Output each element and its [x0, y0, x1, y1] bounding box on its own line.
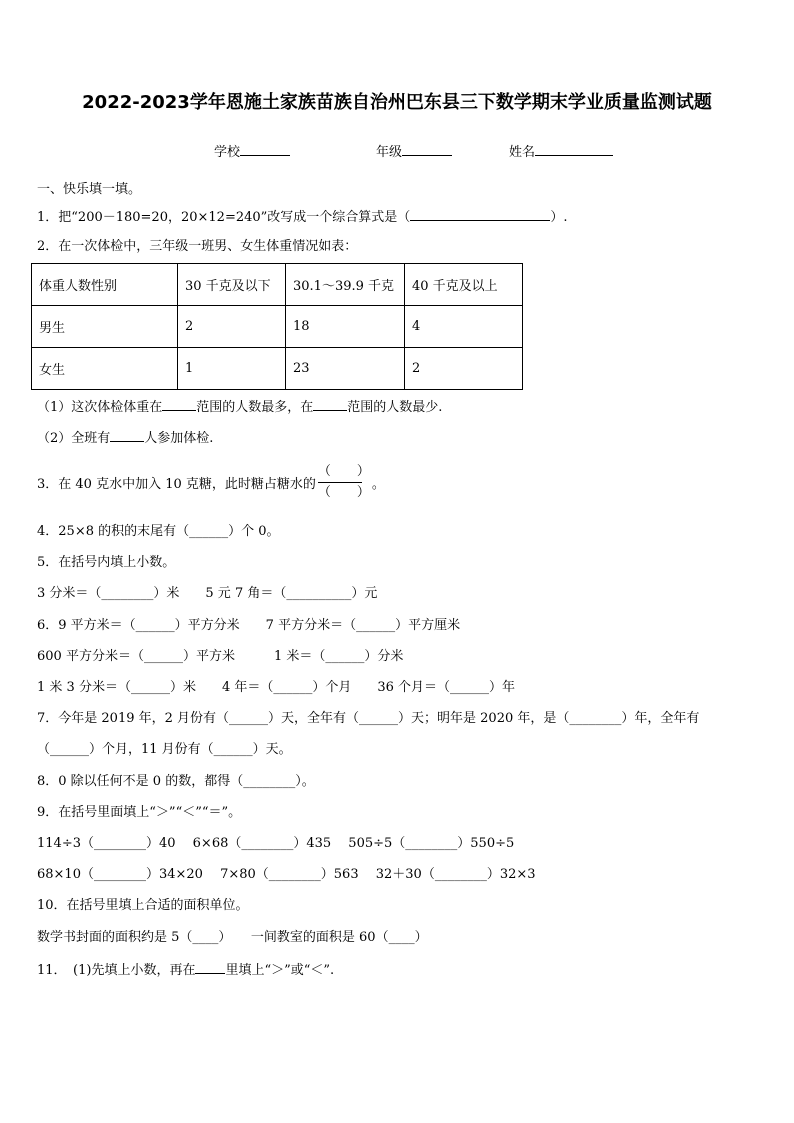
table-cell: 女生 — [32, 348, 178, 390]
question-3: 3．在 40 克水中加入 10 克糖，此时糖占糖水的 $\frac{( )}{( )}$ 。 — [37, 464, 385, 500]
question-9-line-2: 68×10（________）34×20 7×80（________）563 32＋30（________）32×3 — [37, 867, 536, 882]
table-cell: 4 — [405, 306, 523, 348]
question-6-line-2: 600 平方分米＝（______）平方米 1 米＝（______）分米 — [37, 649, 404, 664]
table-header-cell: 体重人数性别 — [32, 264, 178, 306]
question-6-line-1: 6．9 平方米＝（______）平方分米 7 平方分米＝（______）平方厘米 — [37, 618, 461, 633]
question-2-part-1: （1）这次体检体重在 范围的人数最多，在 范围的人数最少. — [37, 397, 442, 417]
question-10-line: 数学书封面的面积约是 5（____） 一间教室的面积是 60（____） — [37, 930, 428, 945]
section-heading: 一、快乐填一填。 — [37, 182, 142, 197]
table-cell: 2 — [405, 348, 523, 390]
table-header-cell: 30 千克及以下 — [178, 264, 286, 306]
question-7-line-1: 7．今年是 2019 年，2 月份有（______）天，全年有（______）天；明年是 2020 年，是（________）年，全年有 — [37, 711, 700, 726]
question-2-intro: 2．在一次体检中，三年级一班男、女生体重情况如表： — [37, 239, 358, 254]
table-header-row — [32, 264, 523, 306]
table-header-cell: 40 千克及以上 — [405, 264, 523, 306]
name-field: 姓名 — [509, 141, 613, 160]
question-10-intro: 10．在括号里填上合适的面积单位。 — [37, 898, 249, 913]
question-11: 11． (1)先填上小数，再在 里填上“＞”或“＜”. — [37, 960, 334, 980]
question-5-intro: 5．在括号内填上小数。 — [37, 555, 176, 570]
table-row — [32, 306, 523, 348]
page-title: 2022-2023学年恩施土家族苗族自治州巴东县三下数学期末学业质量监测试题 — [82, 92, 712, 113]
table-cell: 23 — [286, 348, 405, 390]
table-cell: 男生 — [32, 306, 178, 348]
question-5-line: 3 分米＝（________）米 5 元 7 角＝（__________）元 — [37, 586, 378, 601]
table-row — [32, 348, 523, 390]
question-1: 1．把“200－180=20，20×12=240”改写成一个综合算式是（ ）. — [37, 207, 567, 227]
table-cell: 2 — [178, 306, 286, 348]
question-8: 8．0 除以任何不是 0 的数，都得（________）。 — [37, 774, 315, 789]
grade-field: 年级 — [376, 141, 452, 160]
question-2-part-2: （2）全班有 人参加体检. — [37, 428, 213, 448]
question-9-line-1: 114÷3（________）40 6×68（________）435 505÷5（________）550÷5 — [37, 836, 515, 851]
weight-table — [31, 263, 523, 390]
question-7-line-2: （______）个月，11 月份有（______）天。 — [37, 742, 292, 757]
table-cell: 18 — [286, 306, 405, 348]
question-9-intro: 9．在括号里面填上“＞”“＜”“＝”。 — [37, 805, 242, 820]
table-cell: 1 — [178, 348, 286, 390]
table-header-cell: 30.1～39.9 千克 — [286, 264, 405, 306]
fraction-blank: $\frac{( )}{( )}$ — [317, 464, 370, 500]
question-6-line-3: 1 米 3 分米＝（______）米 4 年＝（______）个月 36 个月＝（______）年 — [37, 680, 516, 695]
question-4: 4．25×8 的积的末尾有（______）个 0。 — [37, 524, 280, 539]
school-field: 学校 — [214, 141, 290, 160]
